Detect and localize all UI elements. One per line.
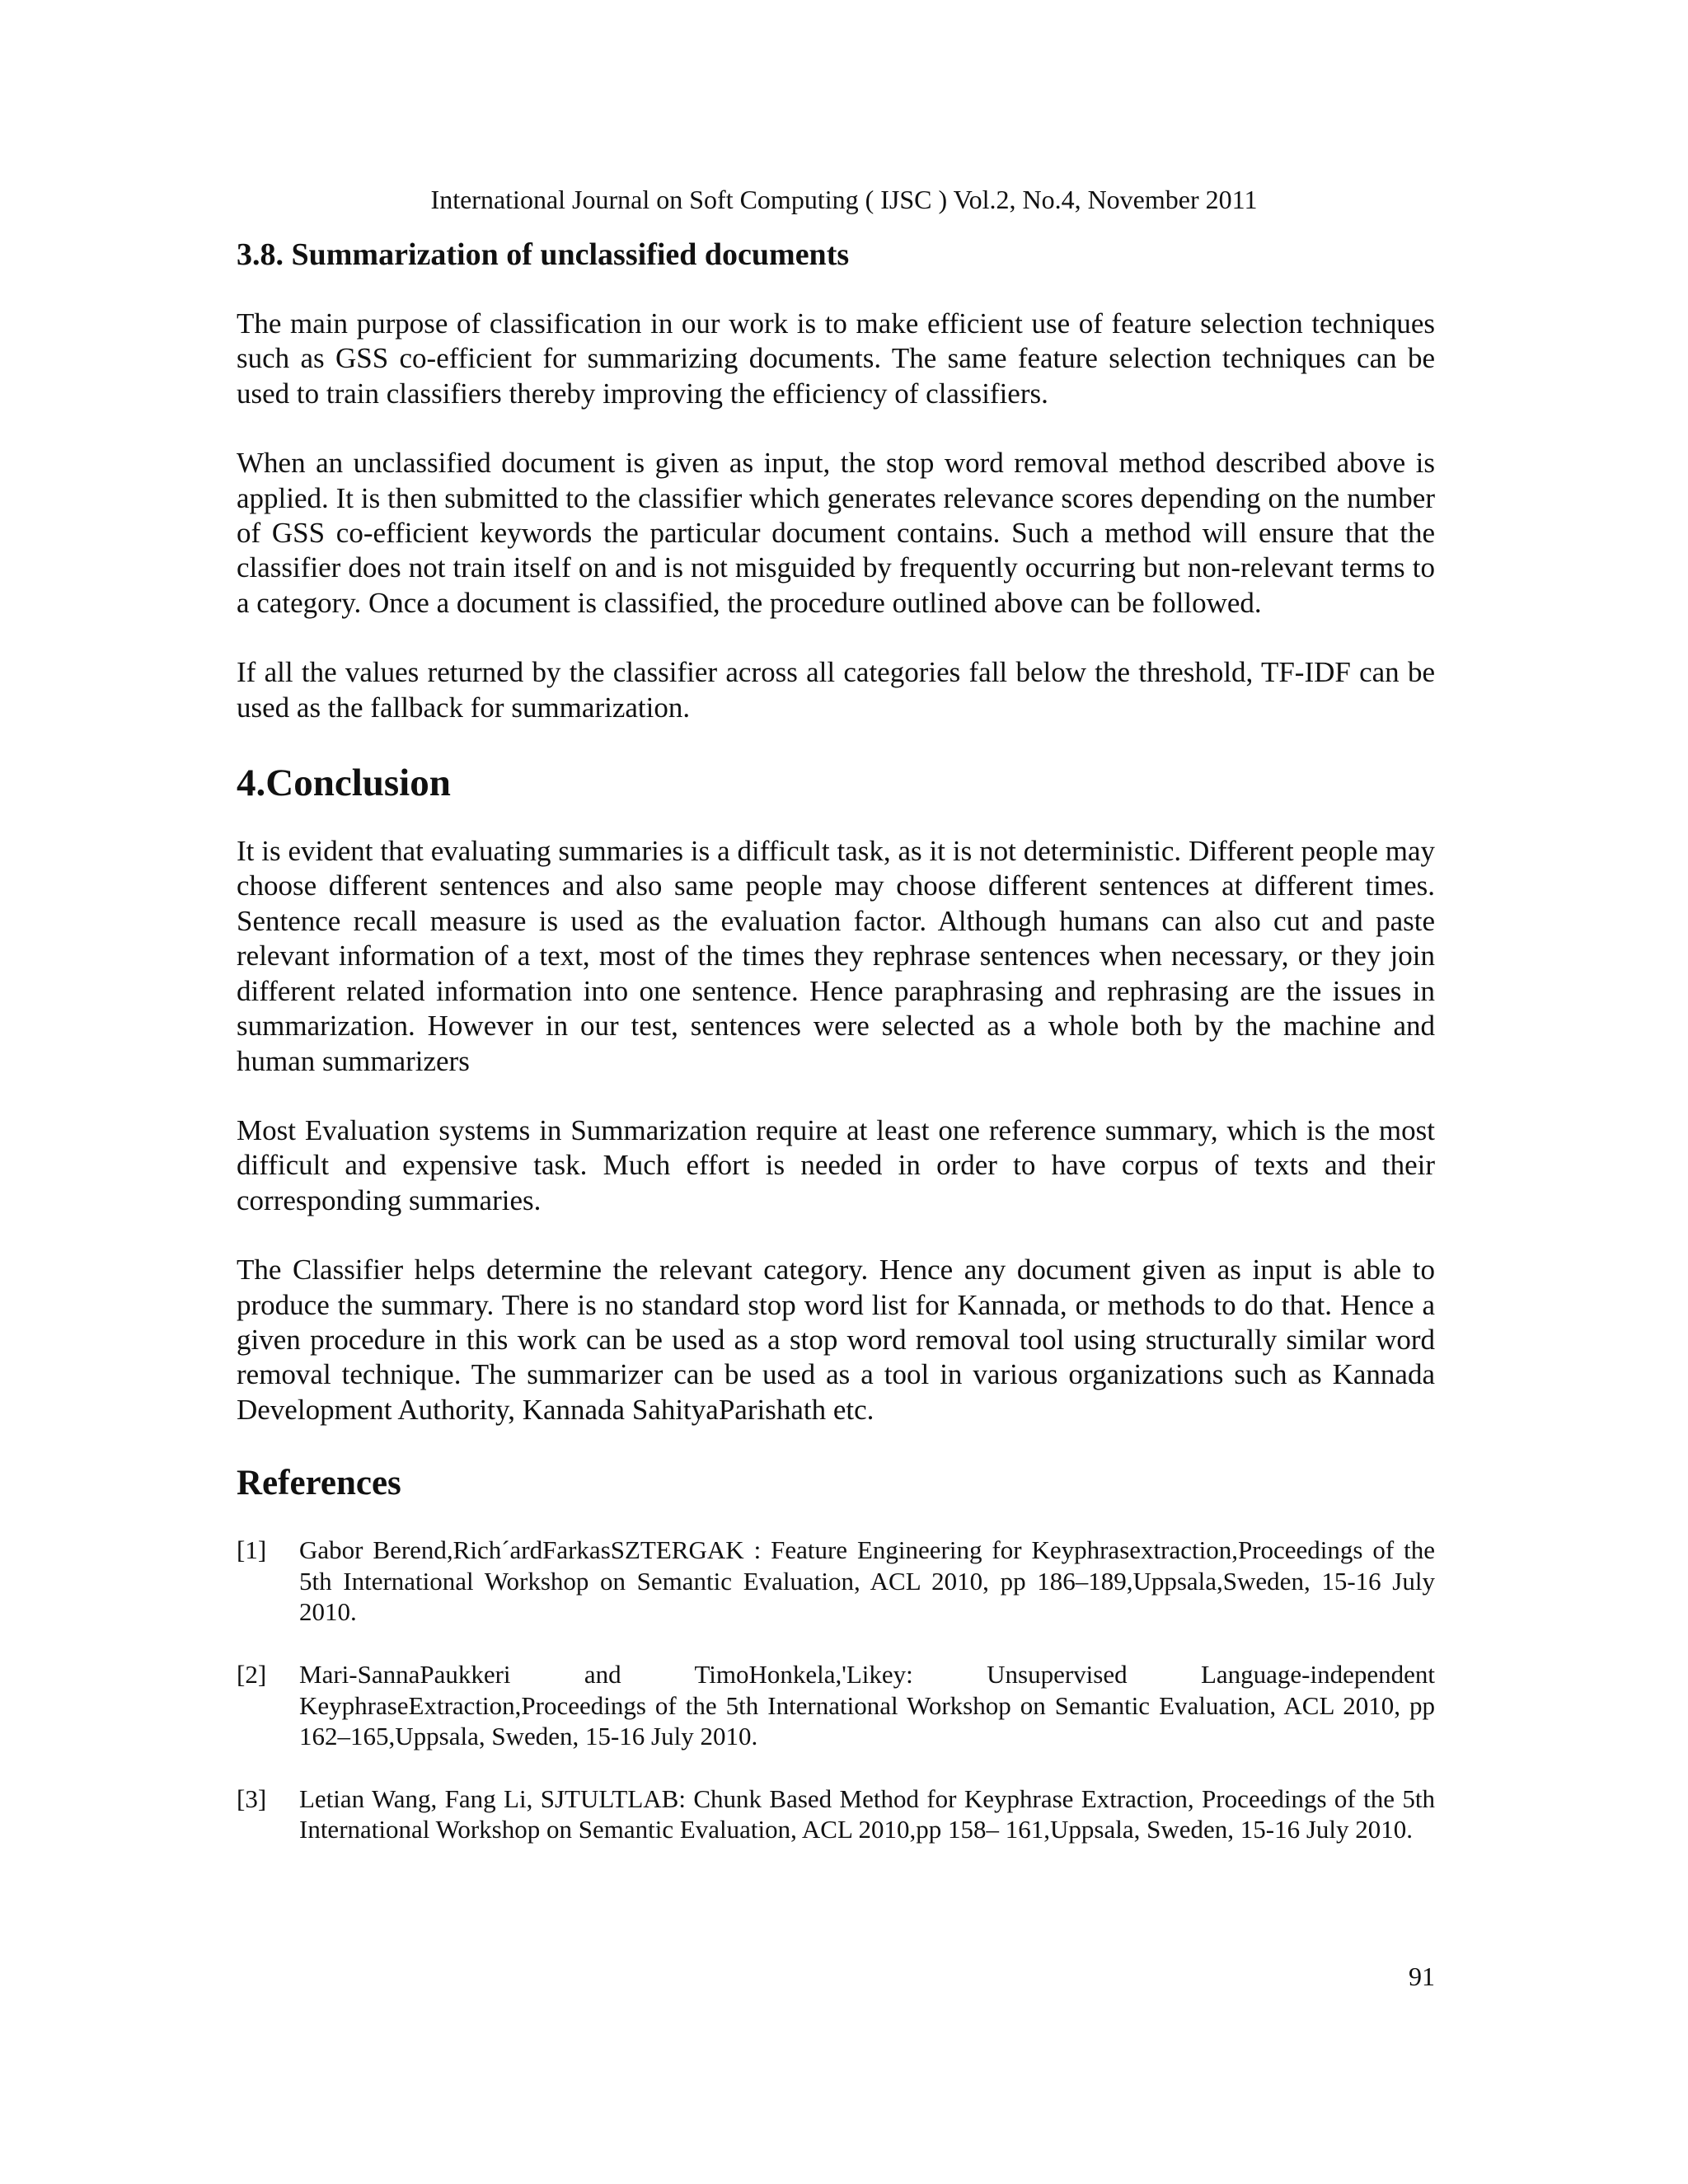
paragraph: Most Evaluation systems in Summarization require at least one reference summary, which is the most difficult and expensive task. Much effort is needed in order to have corpus of texts and their corresponding summaries. <box>237 1113 1435 1216</box>
paragraph: The Classifier helps determine the relevant category. Hence any document given as input is able to produce the summary. There is no standard stop word list for Kannada, or methods to do that. Hence a given procedure in this work can be used as a stop word removal tool using structurally similar word removal technique. The summarizer can be used as a tool in various organizations such as Kannada Development Authority, Kannada SahityaParishath etc. <box>237 1254 1435 1426</box>
reference-item <box>237 1535 1435 1628</box>
reference-number: [3] <box>237 1783 267 1813</box>
paragraph: When an unclassified document is given as input, the stop word removal method described above is applied. It is then submitted to the classifier which generates relevance scores depending on the number of GSS co-efficient keywords the particular document contains. Such a method will ensure that the classifier does not train itself on and is not misguided by frequently occurring but non-relevant terms to a category. Once a document is classified, the procedure outlined above can be followed. <box>237 447 1435 619</box>
running-header: International Journal on Soft Computing ( IJSC ) Vol.2, No.4, November 2011 <box>430 185 1258 214</box>
reference-text: Letian Wang, Fang Li, SJTULTLAB: Chunk Based Method for Keyphrase Extraction, Proceedings of the 5th International Workshop on Semantic Evaluation, ACL 2010,pp 158– 161,Uppsala, Sweden, 15-16 July 2010. <box>299 1783 1435 1844</box>
references-heading: References <box>237 1464 401 1503</box>
conclusion-heading: 4.Conclusion <box>237 762 451 805</box>
reference-item <box>237 1659 1435 1752</box>
reference-number: [1] <box>237 1535 267 1565</box>
reference-item <box>237 1783 1435 1845</box>
reference-text: Gabor Berend,Rich´ardFarkasSZTERGAK : Feature Engineering for Keyphrasextraction,Proceedings of the 5th International Workshop on Semantic Evaluation, ACL 2010, pp 186–189,Uppsala,Sweden, 15-16 July 2010. <box>299 1535 1435 1627</box>
paragraph: The main purpose of classification in our work is to make efficient use of feature selection techniques such as GSS co-efficient for summarizing documents. The same feature selection techniques can be used to train classifiers thereby improving the efficiency of classifiers. <box>237 307 1435 410</box>
page-content <box>237 236 1435 1845</box>
page-number: 91 <box>1409 1961 1435 1991</box>
reference-number: [2] <box>237 1659 267 1689</box>
paragraph: It is evident that evaluating summaries is a difficult task, as it is not deterministic. Different people may choose different sentences and also same people may choose different sentences at different times. Sentence recall measure is used as the evaluation factor. Although humans can also cut and paste relevant information of a text, most of the times they rephrase sentences when necessary, or they join different related information into one sentence. Hence paraphrasing and rephrasing are the issues in summarization. However in our test, sentences were selected as a whole both by the machine and human summarizers <box>237 835 1435 1077</box>
reference-text: Mari-SannaPaukkeri and TimoHonkela,'Likey: Unsupervised Language-independent KeyphraseExtraction,Proceedings of the 5th International Workshop on Semantic Evaluation, ACL 2010, pp 162–165,Uppsala, Sweden, 15-16 July 2010. <box>299 1659 1435 1751</box>
paragraph: If all the values returned by the classifier across all categories fall below the threshold, TF-IDF can be used as the fallback for summarization. <box>237 656 1435 724</box>
section-3-8-heading: 3.8. Summarization of unclassified documents <box>237 237 850 272</box>
